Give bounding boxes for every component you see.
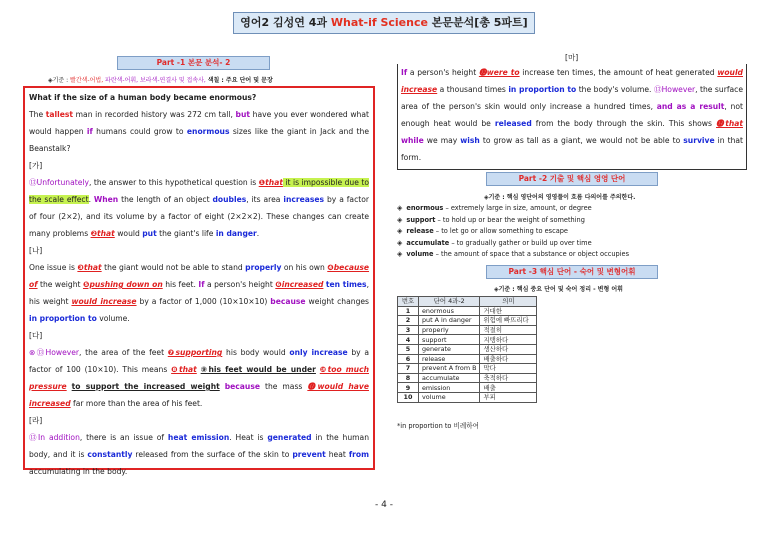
footnote: *in proportion to 비례하여 xyxy=(397,422,480,430)
part2-note: ◈기준 : 핵심 영단어의 영영풀이 흐름 다의어를 주의한다. xyxy=(484,194,636,201)
table-row: 10 volume 부피 xyxy=(398,392,537,402)
part3-note: ◈기준 : 핵심 중요 단어 및 숙어 정리 - 변형 어휘 xyxy=(494,286,623,293)
paragraph-ra: ⑬In addition, there is an issue of heat emission. Heat is generated in the human body, and it is constantly released from the surface of the skin to prevent heat from accumulating in the body. xyxy=(29,433,370,476)
vocab-item: ◈ enormous – extremely large in size, amount, or degree xyxy=(397,204,592,212)
table-row: 7 prevent A from B 막다 xyxy=(398,364,537,374)
col-header-number: 번호 xyxy=(398,297,419,307)
table-row: 3 properly 적절히 xyxy=(398,325,537,335)
paragraph-intro: The tallest man in recorded history was 272 cm tall, but have you ever wondered what would happen if humans could grow to enormous sizes like the giant in Jack and the Beanstalk? xyxy=(29,110,369,153)
part1-heading: Part -1 본문 분석- 2 xyxy=(117,56,270,70)
label-ga: [가] xyxy=(29,161,43,170)
title-part2: What-if Science xyxy=(330,16,428,29)
vocab-item: ◈ support – to hold up or bear the weight of something xyxy=(397,215,585,224)
page-number: - 4 - xyxy=(375,500,393,510)
table-row: 2 put A in danger 위험에 빠뜨리다 xyxy=(398,316,537,326)
col-header-meaning: 의미 xyxy=(480,297,537,307)
passage-box-right xyxy=(397,64,747,170)
paragraph-ma: If a person's height ⓬were to increase ten times, the amount of heat generated would increase a thousand times in proportion to the body's volume. ⑬However, the surface area of the person's skin would only increase a hundred times, and as a result, not enough heat would be released from the body through the skin. This shows ⓮that while we may wish to grow as tall as a giant, we would not be able to survive in that form. xyxy=(401,68,744,162)
label-da: [다] xyxy=(29,331,43,340)
vocab-item: ◈ volume – the amount of space that a substance or object occupies xyxy=(397,250,630,258)
table-row: 1 enormous 거대한 xyxy=(398,306,537,316)
label-ma: [마] xyxy=(565,53,579,62)
vocab-item: ◈ accumulate – to gradually gather or build up over time xyxy=(397,238,592,247)
part1-legend: ◈기준 : 빨간색-어법, 파란색-어휘, 보라색-연결사 및 접속사, 색칠 : 주요 단어 및 문장 xyxy=(48,77,273,84)
table-row: 9 emission 배출 xyxy=(398,383,537,393)
vocab-definition-list xyxy=(397,203,747,261)
col-header-word: 단어 4과-2 xyxy=(419,297,480,307)
document-title xyxy=(233,12,535,34)
title-part3: 본문분석[총 5파트] xyxy=(427,16,528,29)
table-row: 4 support 지탱하다 xyxy=(398,335,537,345)
table-row: 5 generate 생산하다 xyxy=(398,344,537,354)
paragraph-ga: ⑬Unfortunately, the answer to this hypothetical question is ❶that it is impossible due to the scale effect. When the length of an object doubles, its area increases by a factor of four (2×2), and its volume by a factor of eight (2×2×2). These changes can create many problems ❷that would put the giant's life in danger. xyxy=(29,178,369,238)
question-heading: What if the size of a human body became enormous? xyxy=(29,93,257,102)
table-header-row xyxy=(398,297,537,307)
vocab-item: ◈ release – to let go or allow something to escape xyxy=(397,227,568,235)
vocab-table xyxy=(397,296,537,403)
part3-heading: Part -3 핵심 단어 - 숙어 및 변형어휘 xyxy=(486,265,658,279)
label-ra: [라] xyxy=(29,416,43,425)
paragraph-na: One issue is ❸that the giant would not be able to stand properly on his own ❹because of the weight ❺pushing down on his feet. If a person's height ❻increased ten times, his weight would increase by a factor of 1,000 (10×10×10) because weight changes in proportion to volume. xyxy=(29,263,370,323)
passage-box-left xyxy=(23,86,375,476)
table-row: 8 accumulate 축적하다 xyxy=(398,373,537,383)
part2-heading: Part -2 기출 및 핵심 영영 단어 xyxy=(486,172,658,186)
label-na: [나] xyxy=(29,246,43,255)
paragraph-da: ⊗⑬However, the area of the feet ❼supporting his body would only increase by a factor of 100 (10×10). This means ❽that ⑨his feet would be under ❿too much pressure to support the increased weight because the mass ⓫would have increased far more than the area of his feet. xyxy=(29,348,370,408)
table-row: 6 release 배출하다 xyxy=(398,354,537,364)
title-part1: 영어2 김성연 4과 xyxy=(240,16,331,29)
